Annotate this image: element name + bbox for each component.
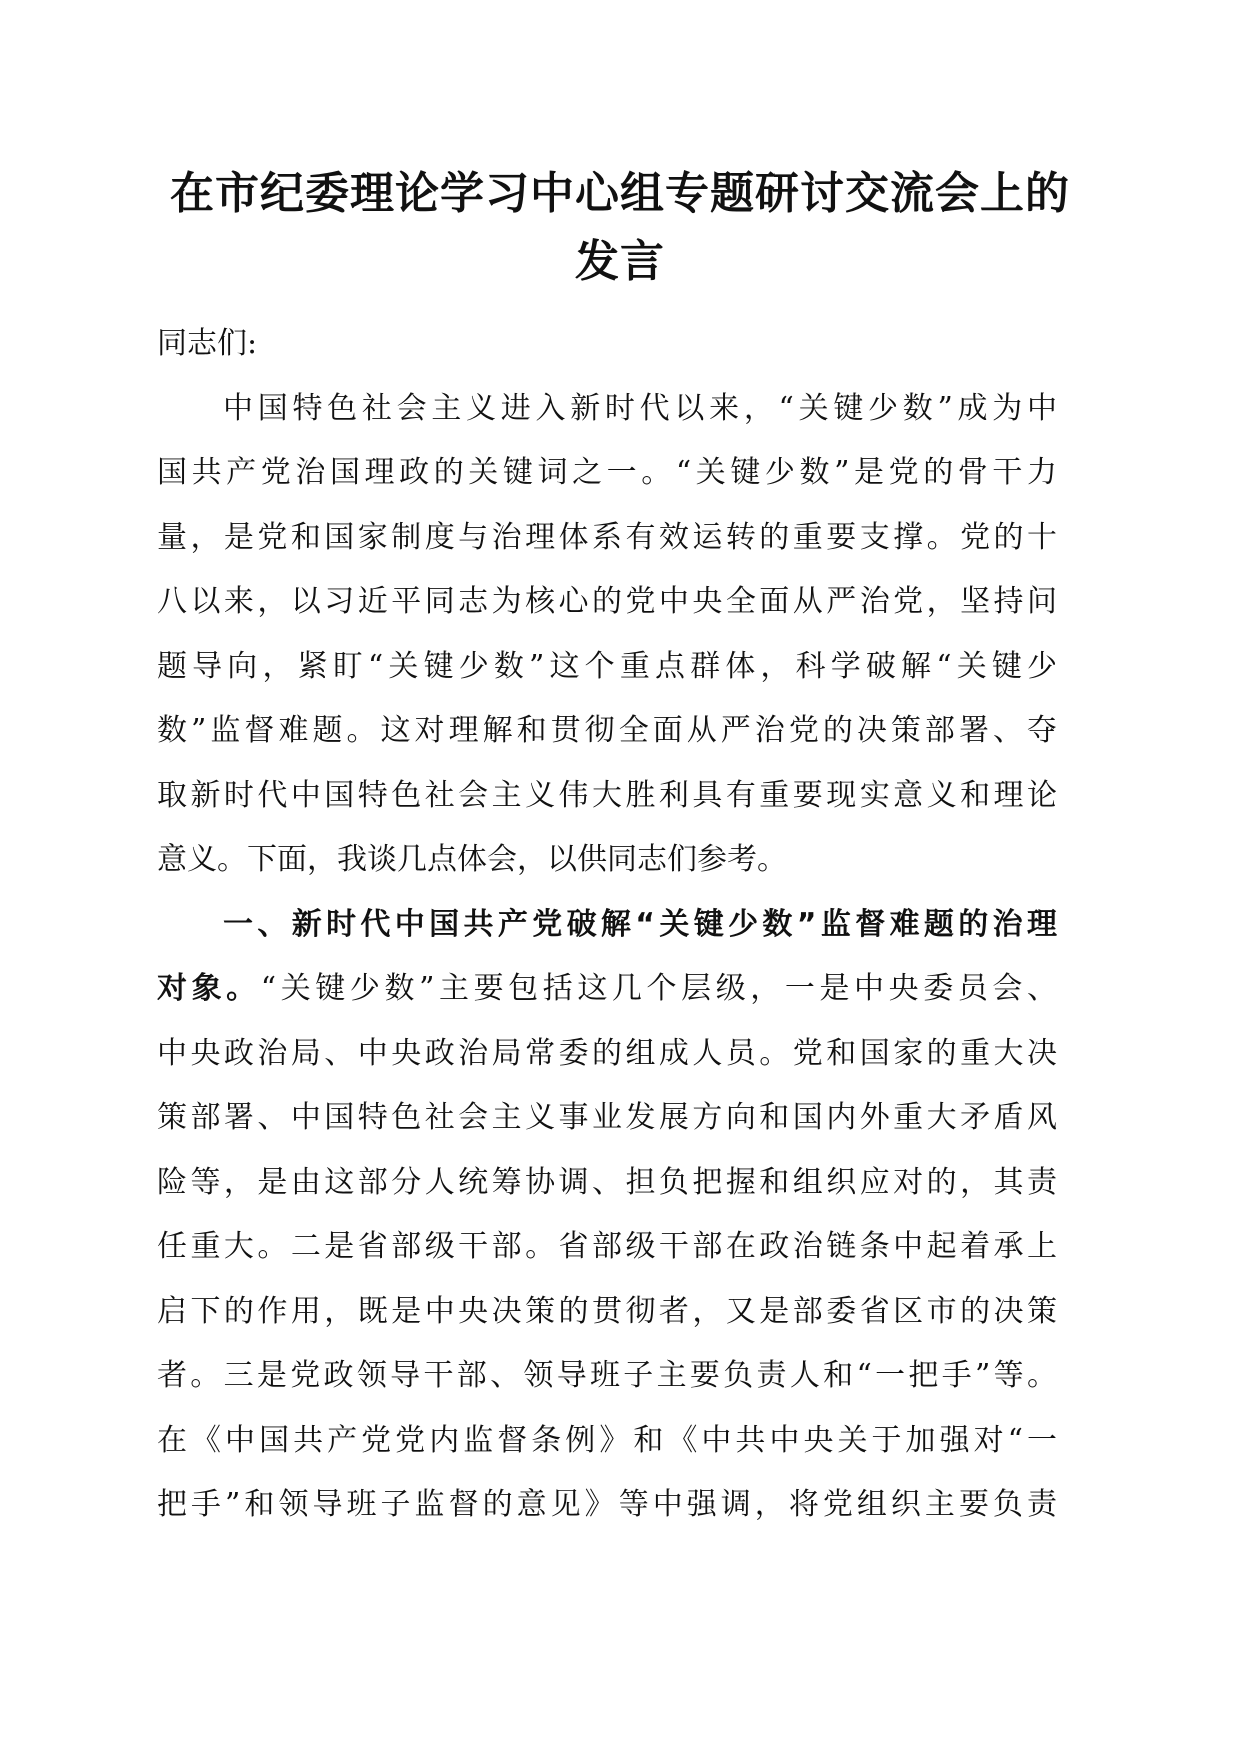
paragraph-line: 险等，是由这部分人统筹协调、担负把握和组织应对的，其责 bbox=[157, 1164, 1057, 1200]
paragraph-line: 策部署、中国特色社会主义事业发展方向和国内外重大矛盾风 bbox=[157, 1100, 1057, 1135]
section-heading-text: 一、新时代中国共产党破解“关键少数”监督难题的治理 bbox=[223, 906, 1057, 942]
paragraph-line: 把手”和领导班子监督的意见》等中强调，将党组织主要负责 bbox=[157, 1487, 1057, 1522]
intro-paragraph bbox=[157, 377, 1057, 893]
paragraph-line: 八以来，以习近平同志为核心的党中央全面从严治党，坚持问 bbox=[157, 584, 1057, 619]
paragraph-line: 取新时代中国特色社会主义伟大胜利具有重要现实意义和理论 bbox=[157, 777, 1057, 813]
paragraph-line: 任重大。二是省部级干部。省部级干部在政治链条中起着承上 bbox=[157, 1229, 1057, 1264]
paragraph-line: 中国特色社会主义进入新时代以来，“关键少数”成为中 bbox=[223, 390, 1057, 426]
paragraph-line: 启下的作用，既是中央决策的贯彻者，又是部委省区市的决策 bbox=[157, 1293, 1057, 1329]
paragraph-line bbox=[157, 957, 1057, 1022]
section-heading-line bbox=[157, 893, 1057, 958]
paragraph-line: 国共产党治国理政的关键词之一。“关键少数”是党的骨干力 bbox=[157, 455, 1057, 490]
paragraph-line: 在《中国共产党党内监督条例》和《中共中央关于加强对“一 bbox=[157, 1422, 1057, 1458]
salutation: 同志们: bbox=[157, 326, 258, 361]
document-body bbox=[157, 312, 1057, 1538]
paragraph-text: “关键少数”主要包括这几个层级，一是中央委员会、 bbox=[260, 971, 1058, 1006]
section-heading-text: 对象。 bbox=[157, 971, 261, 1006]
paragraph-line: 数”监督难题。这对理解和贯彻全面从严治党的决策部署、夺 bbox=[157, 713, 1057, 748]
paragraph-line: 题导向，紧盯“关键少数”这个重点群体，科学破解“关键少 bbox=[157, 648, 1057, 684]
title-line: 发言 bbox=[575, 236, 665, 287]
title-line: 在市纪委理论学习中心组专题研讨交流会上的 bbox=[170, 168, 1070, 219]
document-title bbox=[140, 160, 1100, 296]
section-1-paragraph bbox=[157, 893, 1057, 1538]
paragraph-line: 意义。下面，我谈几点体会，以供同志们参考。 bbox=[157, 842, 787, 877]
paragraph-line: 者。三是党政领导干部、领导班子主要负责人和“一把手”等。 bbox=[157, 1358, 1057, 1393]
paragraph-line: 量，是党和国家制度与治理体系有效运转的重要支撑。党的十 bbox=[157, 519, 1057, 555]
paragraph-line: 中央政治局、中央政治局常委的组成人员。党和国家的重大决 bbox=[157, 1035, 1057, 1071]
